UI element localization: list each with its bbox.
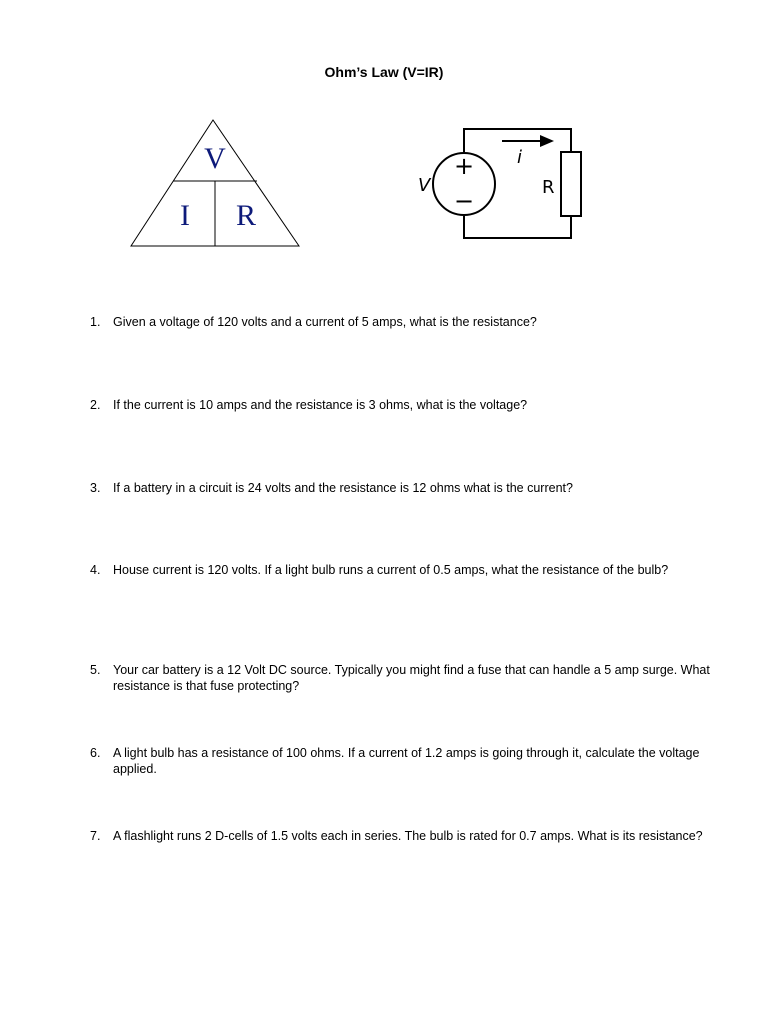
question-5 [90,662,730,694]
question-number: 7. [90,829,101,843]
question-number: 4. [90,563,101,577]
question-4 [90,562,730,578]
question-text: If the current is 10 amps and the resistance is 3 ohms, what is the voltage? [113,398,528,412]
question-number: 5. [90,663,101,677]
question-number: 2. [90,398,101,412]
current-label: i [517,147,523,168]
current-arrow-head [540,135,554,147]
triangle-i-label: I [180,199,190,232]
question-text: Your car battery is a 12 Volt DC source. Typically you might find a fuse that can handle a 5 amp surge. What resistance is that fuse protecting? [113,663,710,693]
triangle-r-label: R [235,199,257,232]
question-1 [90,314,730,330]
circuit-diagram [410,122,590,247]
question-3 [90,480,730,496]
voltage-label: V [418,175,431,196]
question-7 [90,828,730,844]
question-6 [90,745,730,777]
question-number: 3. [90,481,101,495]
minus-sign: − [453,187,475,215]
triangle-v-label: V [204,142,226,175]
question-text: If a battery in a circuit is 24 volts and the resistance is 12 ohms what is the current? [113,481,573,495]
question-text: House current is 120 volts. If a light bulb runs a current of 0.5 amps, what the resistance of the bulb? [113,563,669,577]
question-2 [90,397,730,413]
question-text: A light bulb has a resistance of 100 ohms. If a current of 1.2 amps is going through it, calculate the voltage applied. [113,746,700,776]
question-text: Given a voltage of 120 volts and a current of 5 amps, what is the resistance? [113,315,537,329]
resistor [561,152,581,216]
ohms-law-triangle [128,117,304,251]
question-number: 6. [90,746,101,760]
question-number: 1. [90,315,101,329]
page-title: Ohm’s Law (V=IR) [324,64,444,80]
plus-sign: + [453,152,475,180]
question-text: A flashlight runs 2 D-cells of 1.5 volts each in series. The bulb is rated for 0.7 amps. What is its resistance? [113,829,703,843]
resistor-label: R [542,177,555,198]
